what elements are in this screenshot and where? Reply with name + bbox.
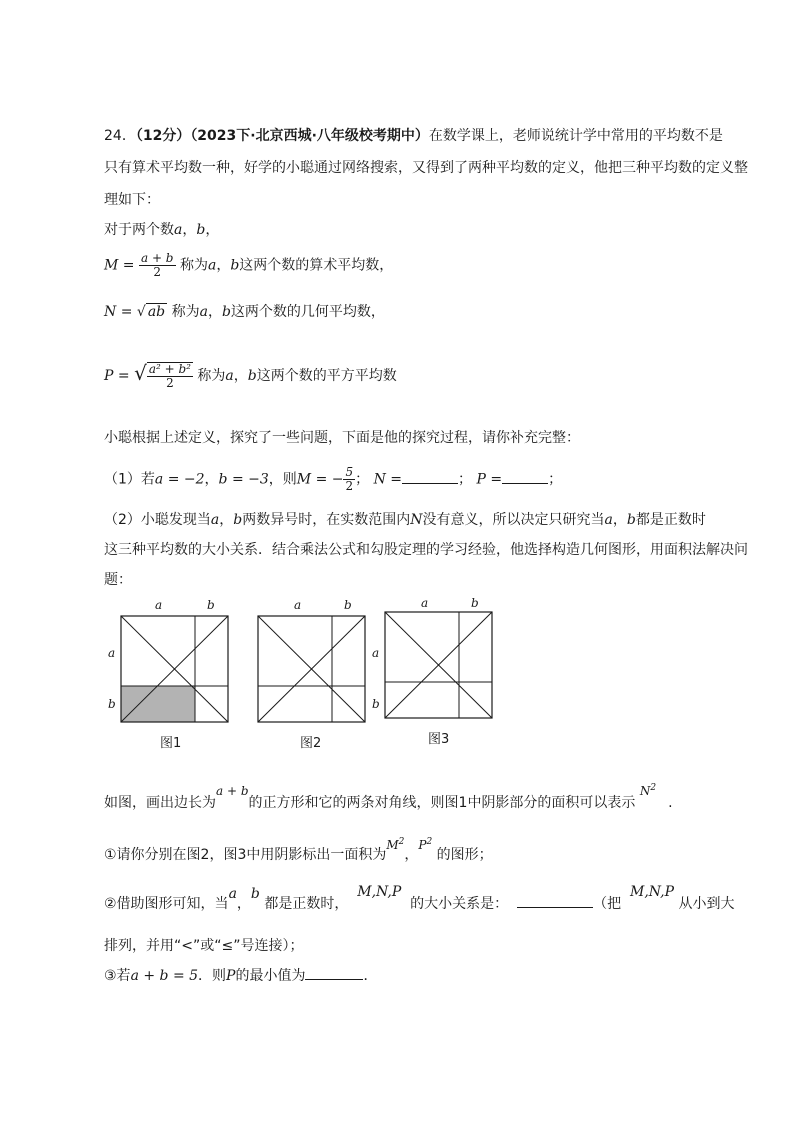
p-frac-den: 2 <box>166 376 174 390</box>
sub2-text-f: 排列，并用“<”或“≤”号连接）； <box>104 938 304 954</box>
q1-p-eq: P = <box>476 471 503 488</box>
comma: ， <box>236 896 251 912</box>
comma: ， <box>204 471 219 488</box>
var-b: b <box>196 222 206 238</box>
p-squared <box>418 838 432 852</box>
m-frac-den: 2 <box>153 265 162 279</box>
sub-question-3-line <box>104 966 377 986</box>
figure-3-top-b-label: b <box>471 596 479 610</box>
sum-condition: a + b = 5 <box>130 968 199 984</box>
comma: ， <box>216 257 231 274</box>
comma: ， <box>233 368 248 384</box>
q2-text-3: 题： <box>104 572 132 588</box>
n-eq: N = <box>104 304 133 320</box>
problem-score: （12分） <box>135 128 191 144</box>
exponent: 2 <box>426 837 433 847</box>
sub-question-2-line <box>104 884 735 914</box>
sub-question-2-line-2 <box>104 936 303 956</box>
comma: ， <box>404 847 419 863</box>
var-b: b <box>250 886 260 902</box>
def-m-line <box>104 252 393 279</box>
figure-2-top-b-label: b <box>344 598 352 612</box>
var-b: b <box>233 512 243 528</box>
mnp-vars-2: M,N,P <box>629 884 674 900</box>
sub2-text-c: 的大小关系是： <box>410 896 509 912</box>
sub3-text-a: ③若 <box>104 968 131 984</box>
m-squared <box>386 838 404 852</box>
problem-intro-line-3 <box>104 190 160 210</box>
var-b: b <box>247 368 257 384</box>
m-eq: M = <box>104 257 135 274</box>
var-n: N <box>410 512 423 528</box>
q2-text-d: 都是正数时 <box>635 512 706 528</box>
sub1-text-a: ①请你分别在图2，图3中用阴影标出一面积为 <box>104 847 387 863</box>
n-radicand: ab <box>147 304 166 320</box>
comma: ， <box>207 304 222 320</box>
semicolon: ； <box>458 471 473 488</box>
figure-description-line: 如图，画出边长为a + b的正方形和它的两条对角线，则图1中阴影部分的面积可以表示 $N^2$. <box>104 783 673 811</box>
var-a: a <box>210 512 220 528</box>
problem-source: （2023下·北京西城·八年级校考期中） <box>190 128 429 144</box>
figure-1-side-a-label: a <box>108 646 116 660</box>
intro-text-1: 在数学课上，老师说统计学中常用的平均数不是 <box>428 128 723 144</box>
figure-1-side-b-label: b <box>108 697 116 711</box>
def-n-line: N = √ ab 称为a，b这两个数的几何平均数， <box>104 304 385 320</box>
def-p-end: 这两个数的平方平均数 <box>256 368 397 384</box>
problem-intro-line-1 <box>104 126 723 146</box>
p-frac-num: a² + b² <box>148 362 191 376</box>
figure-3-caption: 图3 <box>428 732 450 747</box>
exponent: 2 <box>398 837 405 847</box>
q1-m-eq: M = − <box>296 471 344 488</box>
def-p-text: 称为 <box>197 368 226 384</box>
q1-b-value: b = −3 <box>218 471 269 488</box>
sub2-answer-blank[interactable] <box>517 907 593 908</box>
q2-text-c: 没有意义，所以决定只研究当 <box>422 512 605 528</box>
figure-1-shaded-region <box>121 686 195 722</box>
figure-1 <box>121 616 228 722</box>
var-b: b <box>626 512 636 528</box>
q2-text-a: （2）小聪发现当 <box>104 512 211 528</box>
figure-2 <box>258 616 365 722</box>
figure-2-caption: 图2 <box>300 736 322 751</box>
fig-desc-text-b: 的正方形和它的两条对角线，则图1中阴影部分的面积可以表示 <box>248 795 636 811</box>
q1-prefix: （1）若 <box>104 471 155 488</box>
problem-number: 24． <box>104 128 136 144</box>
sub1-text-b: 的图形； <box>436 847 493 863</box>
figure-2-side-b-label: b <box>372 697 380 711</box>
var-a: a <box>225 368 234 384</box>
explore-text: 小聪根据上述定义，探究了一些问题，下面是他的探究过程，请你补充完整： <box>104 430 580 446</box>
sub2-text-b: 都是正数时， <box>264 896 349 912</box>
figure-3 <box>385 612 492 718</box>
def-n-end: 这两个数的几何平均数， <box>230 304 385 320</box>
figure-1-caption: 图1 <box>160 736 182 751</box>
def-m-text: 称为 <box>179 257 208 274</box>
intro-text-2: 只有算术平均数一种，好学的小聪通过网络搜索，又得到了两种平均数的定义，他把三种平均数的定义整 <box>104 160 748 176</box>
figure-1-top-b-label: b <box>207 598 215 612</box>
sub2-text-a: ②借助图形可知，当 <box>104 896 229 912</box>
semicolon: ； <box>355 471 370 488</box>
semicolon: ； <box>548 471 563 488</box>
q1-m-den: 2 <box>345 479 354 493</box>
figure-2-top-a-label: a <box>294 598 302 612</box>
two-numbers-text: 对于两个数 <box>104 222 174 238</box>
sub3-text-b: ．则 <box>198 968 227 984</box>
q2-line-1 <box>104 510 706 530</box>
q1-then: ，则 <box>268 471 297 488</box>
q1-line <box>104 466 562 493</box>
q2-text-b: 两数异号时，在实数范围内 <box>242 512 411 528</box>
figure-3-top-a-label: a <box>421 596 429 610</box>
p-fraction <box>147 362 193 390</box>
def-n-text: 称为 <box>171 304 200 320</box>
comma: ， <box>182 222 197 238</box>
var-b: b <box>221 304 231 320</box>
var-a: a <box>604 512 613 528</box>
var-a: a <box>199 304 208 320</box>
q1-n-answer-blank[interactable] <box>402 483 458 484</box>
explore-line <box>104 428 580 448</box>
def-p-line: P = √ $\frac{\text{a² + b²}}{2}$ 称为a，b这两个数的平方平均数 <box>104 361 397 390</box>
var-b: b <box>230 257 240 274</box>
var-p: P <box>226 968 236 984</box>
problem-intro-line-2 <box>104 158 748 178</box>
intro-text-3: 理如下： <box>104 192 160 208</box>
n-squared-base: N <box>639 784 651 798</box>
q2-line-3 <box>104 570 132 590</box>
sub2-text-e: 从小到大 <box>678 896 735 912</box>
q2-line-2 <box>104 540 748 560</box>
m-squared-base: M <box>386 838 399 852</box>
comma: ， <box>612 512 627 528</box>
comma: ， <box>205 222 220 238</box>
side-length-expr: a + b <box>216 784 249 798</box>
exponent: 2 <box>650 783 657 793</box>
mnp-vars: M,N,P <box>357 884 402 900</box>
q1-n-eq: N = <box>373 471 403 488</box>
n-squared <box>640 784 656 798</box>
fig-desc-text-a: 如图，画出边长为 <box>104 795 216 811</box>
m-frac-num: a + b <box>140 251 174 265</box>
comma: ， <box>219 512 234 528</box>
q2-text-2: 这三种平均数的大小关系．结合乘法公式和勾股定理的学习经验，他选择构造几何图形，用面积法解决问 <box>104 542 748 558</box>
var-a: a <box>207 257 217 274</box>
q1-p-answer-blank[interactable] <box>502 483 548 484</box>
p-squared-base: P <box>418 838 427 852</box>
sub-question-1-line <box>104 837 493 865</box>
var-a: a <box>174 222 183 238</box>
sub3-end: ． <box>363 968 378 984</box>
sub2-text-d: （把 <box>593 896 622 912</box>
var-a: a <box>228 886 237 902</box>
q1-a-value: a = −2 <box>154 471 205 488</box>
two-numbers-line <box>104 220 219 240</box>
figure-2-side-a-label: a <box>372 646 380 660</box>
sub3-text-c: 的最小值为 <box>235 968 306 984</box>
q1-m-num: 5 <box>345 465 354 479</box>
m-fraction <box>139 252 176 279</box>
p-eq: P = <box>104 368 130 384</box>
q1-m-fraction <box>343 466 355 493</box>
def-m-end: 这两个数的算术平均数， <box>239 257 394 274</box>
sub3-answer-blank[interactable] <box>305 979 363 980</box>
figure-1-top-a-label: a <box>155 598 163 612</box>
